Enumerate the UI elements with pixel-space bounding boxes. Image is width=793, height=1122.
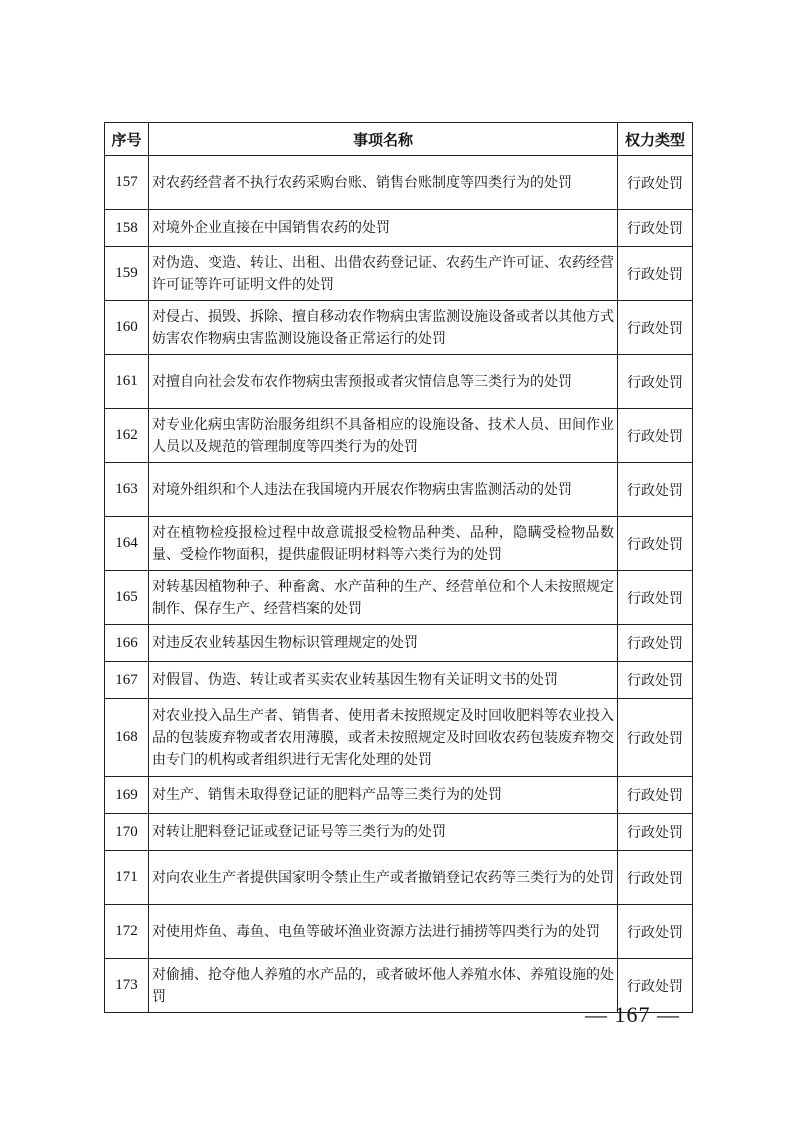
table-row [105, 662, 693, 699]
row-item-name: 对侵占、损毁、拆除、擅自移动农作物病虫害监测设施设备或者以其他方式妨害农作物病虫害监测设施设备正常运行的处罚 [149, 301, 618, 355]
row-item-name: 对农药经营者不执行农药采购台账、销售台账制度等四类行为的处罚 [149, 156, 618, 210]
row-number: 163 [105, 463, 149, 517]
row-item-name: 对专业化病虫害防治服务组织不具备相应的设施设备、技术人员、田间作业人员以及规范的管理制度等四类行为的处罚 [149, 409, 618, 463]
row-item-name: 对向农业生产者提供国家明令禁止生产或者撤销登记农药等三类行为的处罚 [149, 851, 618, 905]
row-item-name: 对擅自向社会发布农作物病虫害预报或者灾情信息等三类行为的处罚 [149, 355, 618, 409]
table-row [105, 463, 693, 517]
row-number: 171 [105, 851, 149, 905]
table-row [105, 699, 693, 777]
header-power-type: 权力类型 [618, 123, 693, 156]
row-item-name: 对伪造、变造、转让、出租、出借农药登记证、农药生产许可证、农药经营许可证等许可证明文件的处罚 [149, 247, 618, 301]
row-item-name: 对在植物检疫报检过程中故意谎报受检物品种类、品种，隐瞒受检物品数量、受检作物面积，提供虚假证明材料等六类行为的处罚 [149, 517, 618, 571]
row-number: 162 [105, 409, 149, 463]
table-row [105, 301, 693, 355]
row-item-name: 对违反农业转基因生物标识管理规定的处罚 [149, 625, 618, 662]
table-row [105, 777, 693, 814]
row-number: 164 [105, 517, 149, 571]
row-power-type: 行政处罚 [618, 571, 693, 625]
row-number: 169 [105, 777, 149, 814]
row-number: 161 [105, 355, 149, 409]
row-item-name: 对转基因植物种子、种畜禽、水产苗种的生产、经营单位和个人未按照规定制作、保存生产、经营档案的处罚 [149, 571, 618, 625]
table-row [105, 517, 693, 571]
row-item-name: 对境外组织和个人违法在我国境内开展农作物病虫害监测活动的处罚 [149, 463, 618, 517]
row-item-name: 对境外企业直接在中国销售农药的处罚 [149, 210, 618, 247]
row-number: 167 [105, 662, 149, 699]
row-power-type: 行政处罚 [618, 625, 693, 662]
row-power-type: 行政处罚 [618, 247, 693, 301]
row-item-name: 对偷捕、抢夺他人养殖的水产品的，或者破坏他人养殖水体、养殖设施的处罚 [149, 959, 618, 1013]
row-item-name: 对假冒、伪造、转让或者买卖农业转基因生物有关证明文书的处罚 [149, 662, 618, 699]
table-row [105, 814, 693, 851]
row-number: 165 [105, 571, 149, 625]
table-row [105, 409, 693, 463]
row-number: 168 [105, 699, 149, 777]
row-number: 166 [105, 625, 149, 662]
table-row [105, 571, 693, 625]
header-serial-number: 序号 [105, 123, 149, 156]
row-power-type: 行政处罚 [618, 699, 693, 777]
row-number: 173 [105, 959, 149, 1013]
row-power-type: 行政处罚 [618, 409, 693, 463]
row-number: 172 [105, 905, 149, 959]
row-item-name: 对使用炸鱼、毒鱼、电鱼等破坏渔业资源方法进行捕捞等四类行为的处罚 [149, 905, 618, 959]
row-power-type: 行政处罚 [618, 905, 693, 959]
row-power-type: 行政处罚 [618, 777, 693, 814]
row-number: 157 [105, 156, 149, 210]
row-power-type: 行政处罚 [618, 517, 693, 571]
row-power-type: 行政处罚 [618, 662, 693, 699]
table-header-row [105, 123, 693, 156]
table-row [105, 355, 693, 409]
table-row [105, 210, 693, 247]
table-row [105, 625, 693, 662]
row-item-name: 对生产、销售未取得登记证的肥料产品等三类行为的处罚 [149, 777, 618, 814]
row-number: 158 [105, 210, 149, 247]
table-row [105, 851, 693, 905]
row-power-type: 行政处罚 [618, 355, 693, 409]
table-row [105, 247, 693, 301]
header-item-name: 事项名称 [149, 123, 618, 156]
table-container [104, 122, 692, 1013]
table-row [105, 156, 693, 210]
row-power-type: 行政处罚 [618, 463, 693, 517]
table-row [105, 905, 693, 959]
row-power-type: 行政处罚 [618, 156, 693, 210]
row-item-name: 对转让肥料登记证或登记证号等三类行为的处罚 [149, 814, 618, 851]
row-number: 159 [105, 247, 149, 301]
row-number: 160 [105, 301, 149, 355]
row-power-type: 行政处罚 [618, 210, 693, 247]
power-items-table [104, 122, 693, 1013]
page-number: — 167 — [585, 1002, 680, 1027]
row-power-type: 行政处罚 [618, 959, 693, 1013]
row-number: 170 [105, 814, 149, 851]
row-item-name: 对农业投入品生产者、销售者、使用者未按照规定及时回收肥料等农业投入品的包装废弃物或者农用薄膜，或者未按照规定及时回收农药包装废弃物交由专门的机构或者组织进行无害化处理的处罚 [149, 699, 618, 777]
row-power-type: 行政处罚 [618, 301, 693, 355]
row-power-type: 行政处罚 [618, 814, 693, 851]
row-power-type: 行政处罚 [618, 851, 693, 905]
